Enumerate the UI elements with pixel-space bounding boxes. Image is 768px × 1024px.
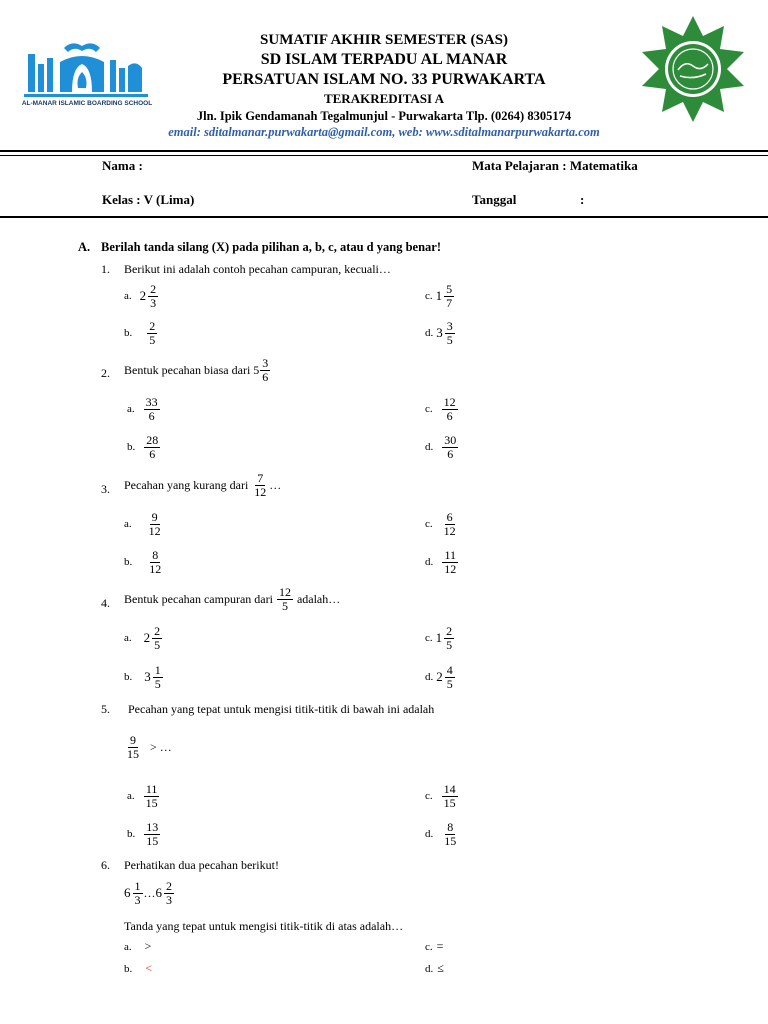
option-fraction: $\frac{2}{5}$ bbox=[154, 624, 161, 652]
question-fraction: $\frac{7}{12}$ bbox=[254, 471, 267, 499]
option-symbol: ≤ bbox=[437, 961, 444, 975]
option-2d[interactable] bbox=[425, 434, 459, 460]
option-whole: 2 bbox=[143, 630, 151, 646]
option-symbol: > bbox=[144, 939, 152, 953]
option-4b[interactable] bbox=[124, 664, 164, 690]
question-number: 6. bbox=[101, 858, 110, 872]
option-1a[interactable] bbox=[124, 283, 159, 309]
option-letter: c. bbox=[425, 790, 433, 803]
option-1c[interactable] bbox=[425, 283, 455, 309]
option-letter: a. bbox=[124, 632, 132, 645]
option-letter: b. bbox=[127, 441, 136, 454]
option-fraction: $\frac{2}{5}$ bbox=[446, 624, 453, 652]
option-6d[interactable] bbox=[425, 961, 444, 976]
question-number: 5. bbox=[101, 702, 110, 716]
question-text-row bbox=[124, 357, 271, 383]
header-email: email: sditalmanar.purwakarta@gmail.com, web: www.sditalmanarpurwakarta.com bbox=[168, 125, 600, 139]
header-title-3: PERSATUAN ISLAM NO. 33 PURWAKARTA bbox=[222, 71, 546, 88]
option-fraction: $\frac{28}{6}$ bbox=[146, 433, 159, 461]
option-1d[interactable] bbox=[425, 320, 456, 346]
question-text: Bentuk pecahan campuran dari bbox=[124, 591, 273, 606]
question-text: Bentuk pecahan biasa dari 5 bbox=[124, 362, 260, 377]
question-number: 1. bbox=[101, 262, 110, 276]
option-5a[interactable] bbox=[127, 783, 161, 809]
option-whole: 1 bbox=[435, 288, 443, 304]
option-letter: b. bbox=[124, 671, 133, 684]
header-divider-thick bbox=[0, 150, 768, 152]
question-subtext: Tanda yang tepat untuk mengisi titik-titik di atas adalah… bbox=[124, 919, 404, 933]
expression-fraction: $\frac{9}{15}$ bbox=[127, 733, 139, 761]
option-whole: 1 bbox=[435, 630, 443, 646]
option-2b[interactable] bbox=[127, 434, 161, 460]
section-letter: A. bbox=[78, 240, 91, 254]
question-suffix: … bbox=[269, 477, 282, 492]
option-letter: d. bbox=[425, 556, 434, 569]
option-5b[interactable] bbox=[127, 821, 161, 847]
question-text-row bbox=[124, 586, 340, 612]
option-fraction: $\frac{11}{15}$ bbox=[145, 782, 158, 810]
option-3c[interactable] bbox=[425, 511, 459, 537]
question-fraction: $\frac{3}{6}$ bbox=[262, 356, 269, 384]
option-fraction: $\frac{14}{15}$ bbox=[443, 782, 456, 810]
header-divider-thin bbox=[0, 155, 768, 156]
option-3a[interactable] bbox=[124, 511, 164, 537]
option-letter: a. bbox=[124, 518, 132, 531]
option-letter: d. bbox=[425, 828, 434, 841]
option-symbol: < bbox=[145, 961, 153, 975]
persis-emblem bbox=[638, 14, 748, 124]
tanggal-colon: : bbox=[580, 192, 585, 207]
info-divider bbox=[0, 216, 768, 218]
option-letter: a. bbox=[124, 940, 132, 953]
question-text: Pecahan yang tepat untuk mengisi titik-titik di bawah ini adalah bbox=[128, 702, 435, 716]
option-fraction: $\frac{12}{6}$ bbox=[443, 395, 456, 423]
header-title-1: SUMATIF AKHIR SEMESTER (SAS) bbox=[260, 32, 508, 48]
option-whole: 3 bbox=[144, 669, 151, 685]
section-instruction: Berilah tanda silang (X) pada pilihan a, b, c, atau d yang benar! bbox=[101, 240, 441, 254]
option-letter: d. bbox=[425, 327, 434, 340]
option-2a[interactable] bbox=[127, 396, 161, 422]
option-4a[interactable] bbox=[124, 625, 163, 651]
question-text: Pecahan yang kurang dari bbox=[124, 477, 249, 492]
option-whole: 3 bbox=[436, 325, 443, 341]
option-letter: c. bbox=[425, 940, 433, 953]
header-accreditation: TERAKREDITASI A bbox=[323, 91, 445, 106]
expression-fraction: $\frac{1}{3}$ bbox=[134, 879, 141, 907]
option-letter: a. bbox=[124, 290, 132, 303]
option-letter: c. bbox=[425, 290, 433, 303]
option-letter: c. bbox=[425, 632, 433, 645]
option-5c[interactable] bbox=[425, 783, 459, 809]
option-6b[interactable] bbox=[124, 961, 152, 976]
option-whole: 2 bbox=[436, 669, 443, 685]
question-number: 4. bbox=[101, 596, 110, 610]
option-4c[interactable] bbox=[425, 625, 455, 651]
option-1b[interactable] bbox=[124, 320, 158, 346]
question-number: 2. bbox=[101, 366, 110, 380]
option-fraction: $\frac{2}{5}$ bbox=[149, 319, 156, 347]
option-letter: b. bbox=[124, 327, 133, 340]
option-letter: a. bbox=[127, 403, 135, 416]
expression-whole: 6 bbox=[124, 885, 131, 901]
option-fraction: $\frac{2}{3}$ bbox=[150, 282, 157, 310]
option-fraction: $\frac{8}{15}$ bbox=[444, 820, 457, 848]
option-whole: 2 bbox=[139, 288, 147, 304]
question-text: Berikut ini adalah contoh pecahan campuran, kecuali… bbox=[124, 262, 391, 276]
option-letter: c. bbox=[425, 518, 433, 531]
option-fraction: $\frac{30}{6}$ bbox=[444, 433, 457, 461]
option-fraction: $\frac{5}{7}$ bbox=[446, 282, 453, 310]
option-letter: d. bbox=[425, 671, 434, 684]
option-5d[interactable] bbox=[425, 821, 459, 847]
option-fraction: $\frac{11}{12}$ bbox=[444, 548, 457, 576]
question-number: 3. bbox=[101, 482, 110, 496]
option-letter: d. bbox=[425, 441, 434, 454]
question-text-row bbox=[124, 472, 281, 498]
option-letter: b. bbox=[127, 828, 136, 841]
option-fraction: $\frac{8}{12}$ bbox=[149, 548, 162, 576]
kelas-label: Kelas : V (Lima) bbox=[102, 192, 195, 207]
option-fraction: $\frac{3}{5}$ bbox=[446, 319, 453, 347]
option-fraction: $\frac{6}{12}$ bbox=[443, 510, 456, 538]
expression-fraction: $\frac{2}{3}$ bbox=[166, 879, 172, 907]
expression-rest: > … bbox=[150, 739, 172, 754]
expression-whole: 6 bbox=[155, 885, 162, 901]
question-fraction: $\frac{12}{5}$ bbox=[278, 585, 291, 613]
option-2c[interactable] bbox=[425, 396, 459, 422]
tanggal-label: Tanggal bbox=[472, 192, 517, 207]
option-letter: b. bbox=[124, 556, 133, 569]
option-fraction: $\frac{33}{6}$ bbox=[145, 395, 158, 423]
logo-caption: AL-MANAR ISLAMIC BOARDING SCHOOL bbox=[21, 100, 153, 107]
option-3b[interactable] bbox=[124, 549, 164, 575]
option-symbol: = bbox=[436, 939, 444, 953]
option-6c[interactable] bbox=[425, 939, 443, 954]
nama-label: Nama : bbox=[102, 158, 143, 173]
option-fraction: $\frac{1}{5}$ bbox=[154, 663, 161, 691]
option-letter: b. bbox=[124, 962, 133, 975]
mapel-label: Mata Pelajaran : Matematika bbox=[472, 158, 638, 173]
question-suffix: adalah… bbox=[296, 591, 341, 606]
header-address: Jln. Ipik Gendamanah Tegalmunjul - Purwakarta Tlp. (0264) 8305174 bbox=[196, 109, 572, 123]
option-letter: d. bbox=[425, 962, 434, 975]
option-letter: c. bbox=[425, 403, 433, 416]
option-3d[interactable] bbox=[425, 549, 459, 575]
question-expression bbox=[124, 734, 172, 760]
header-title-2: SD ISLAM TERPADU AL MANAR bbox=[260, 51, 508, 68]
expression-dots: … bbox=[143, 885, 156, 900]
option-letter: a. bbox=[127, 790, 135, 803]
option-fraction: $\frac{9}{12}$ bbox=[148, 510, 161, 538]
question-text: Perhatikan dua pecahan berikut! bbox=[124, 858, 279, 872]
option-fraction: $\frac{13}{15}$ bbox=[146, 820, 159, 848]
option-4d[interactable] bbox=[425, 664, 456, 690]
question-expression bbox=[124, 880, 175, 906]
star-emblem-icon bbox=[638, 14, 748, 124]
option-fraction: $\frac{4}{5}$ bbox=[446, 663, 453, 691]
option-6a[interactable] bbox=[124, 939, 151, 954]
